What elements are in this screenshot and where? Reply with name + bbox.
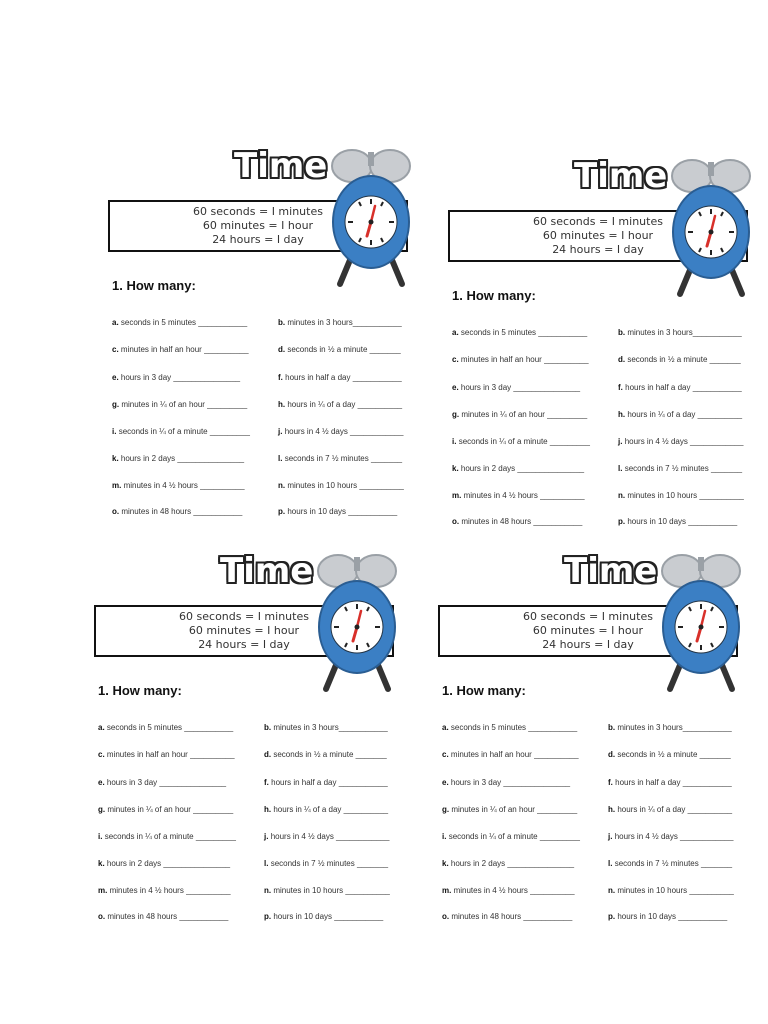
question-item bbox=[112, 507, 242, 516]
question-item bbox=[452, 328, 587, 337]
fact-line: 24 hours = I day bbox=[552, 243, 644, 256]
question-text: minutes in half an hour __________ bbox=[450, 750, 579, 759]
question-letter: e. bbox=[112, 373, 119, 382]
question-text: minutes in 10 hours __________ bbox=[287, 481, 404, 490]
question-letter: h. bbox=[608, 805, 616, 814]
question-item bbox=[608, 723, 732, 732]
question-text: hours in ¼ of a day __________ bbox=[627, 410, 743, 419]
question-item bbox=[264, 723, 388, 732]
question-letter: h. bbox=[264, 805, 272, 814]
question-text: hours in 10 days ___________ bbox=[287, 507, 398, 516]
question-item bbox=[608, 778, 732, 787]
question-item bbox=[442, 886, 575, 895]
question-item bbox=[442, 832, 580, 841]
question-letter: m. bbox=[452, 491, 462, 500]
question-item bbox=[264, 886, 390, 895]
question-text: hours in half a day ___________ bbox=[615, 778, 732, 787]
question-text: hours in 4 ½ days ____________ bbox=[284, 427, 404, 436]
worksheet-title: Time bbox=[234, 146, 328, 186]
question-letter: c. bbox=[112, 345, 119, 354]
question-text: hours in 3 day _______________ bbox=[120, 373, 241, 382]
question-text: hours in half a day ___________ bbox=[271, 778, 388, 787]
question-text: hours in ¼ of a day __________ bbox=[617, 805, 733, 814]
question-letter: i. bbox=[442, 832, 447, 841]
question-letter: i. bbox=[112, 427, 117, 436]
question-text: minutes in 48 hours ___________ bbox=[451, 912, 573, 921]
question-text: minutes in half an hour __________ bbox=[106, 750, 235, 759]
question-letter: o. bbox=[442, 912, 450, 921]
question-text: hours in 4 ½ days ____________ bbox=[614, 832, 734, 841]
question-item bbox=[442, 805, 577, 814]
question-text: seconds in ½ a minute _______ bbox=[627, 355, 741, 364]
question-text: hours in 2 days _______________ bbox=[460, 464, 585, 473]
question-text: seconds in ¼ of a minute _________ bbox=[458, 437, 590, 446]
question-item bbox=[452, 464, 584, 473]
question-letter: d. bbox=[264, 750, 272, 759]
question-item bbox=[452, 410, 587, 419]
question-item bbox=[278, 345, 401, 354]
question-text: hours in half a day ___________ bbox=[625, 383, 742, 392]
question-item bbox=[618, 491, 744, 500]
question-letter: e. bbox=[442, 778, 449, 787]
question-text: hours in 4 ½ days ____________ bbox=[270, 832, 390, 841]
question-item bbox=[618, 410, 742, 419]
question-text: hours in 4 ½ days ____________ bbox=[624, 437, 744, 446]
alarm-clock-icon bbox=[660, 547, 742, 697]
worksheet-title: Time bbox=[220, 551, 314, 591]
question-text: hours in 10 days ___________ bbox=[627, 517, 738, 526]
question-item bbox=[278, 400, 402, 409]
question-text: seconds in 7 ½ minutes _______ bbox=[284, 454, 403, 463]
question-text: hours in 2 days _______________ bbox=[120, 454, 245, 463]
question-letter: b. bbox=[278, 318, 286, 327]
question-letter: f. bbox=[608, 778, 613, 787]
fact-line: 60 minutes = I hour bbox=[542, 229, 654, 242]
question-letter: k. bbox=[452, 464, 459, 473]
question-item bbox=[608, 912, 727, 921]
question-letter: c. bbox=[98, 750, 105, 759]
question-item bbox=[264, 859, 388, 868]
fact-line: 60 minutes = I hour bbox=[532, 624, 644, 637]
question-letter: h. bbox=[618, 410, 626, 419]
question-text: minutes in ¼ of an hour _________ bbox=[107, 805, 234, 814]
question-text: minutes in 48 hours ___________ bbox=[107, 912, 229, 921]
question-text: minutes in 4 ½ hours __________ bbox=[123, 481, 245, 490]
question-letter: h. bbox=[278, 400, 286, 409]
question-text: seconds in 5 minutes ___________ bbox=[106, 723, 234, 732]
question-text: seconds in 7 ½ minutes _______ bbox=[614, 859, 733, 868]
question-text: minutes in 48 hours ___________ bbox=[461, 517, 583, 526]
question-item bbox=[264, 912, 383, 921]
question-text: hours in 3 day _______________ bbox=[106, 778, 227, 787]
question-text: hours in 2 days _______________ bbox=[106, 859, 231, 868]
question-text: minutes in 48 hours ___________ bbox=[121, 507, 243, 516]
how-many-heading: 1. How many: bbox=[452, 288, 536, 303]
question-letter: f. bbox=[278, 373, 283, 382]
question-text: seconds in ½ a minute _______ bbox=[273, 750, 387, 759]
question-item bbox=[442, 778, 570, 787]
question-item bbox=[98, 750, 235, 759]
fact-line: 24 hours = I day bbox=[542, 638, 634, 651]
question-item bbox=[278, 507, 397, 516]
question-letter: p. bbox=[608, 912, 616, 921]
question-item bbox=[98, 886, 231, 895]
question-letter: m. bbox=[98, 886, 108, 895]
question-letter: d. bbox=[608, 750, 616, 759]
question-letter: k. bbox=[98, 859, 105, 868]
question-letter: j. bbox=[264, 832, 269, 841]
question-text: minutes in ¼ of an hour _________ bbox=[461, 410, 588, 419]
question-letter: a. bbox=[452, 328, 459, 337]
fact-line: 60 minutes = I hour bbox=[202, 219, 314, 232]
question-item bbox=[442, 723, 577, 732]
question-letter: n. bbox=[278, 481, 286, 490]
question-letter: b. bbox=[264, 723, 272, 732]
question-item bbox=[618, 437, 743, 446]
question-letter: g. bbox=[452, 410, 460, 419]
question-item bbox=[442, 750, 579, 759]
question-letter: d. bbox=[618, 355, 626, 364]
question-item bbox=[618, 464, 742, 473]
question-item bbox=[98, 912, 228, 921]
question-letter: m. bbox=[112, 481, 122, 490]
question-item bbox=[452, 437, 590, 446]
question-text: minutes in 3 hours___________ bbox=[627, 328, 742, 337]
fact-line: 60 seconds = I minutes bbox=[533, 215, 663, 228]
question-item bbox=[112, 427, 250, 436]
question-text: seconds in ½ a minute _______ bbox=[617, 750, 731, 759]
alarm-clock-icon bbox=[330, 142, 412, 292]
fact-line: 60 seconds = I minutes bbox=[523, 610, 653, 623]
question-item bbox=[608, 750, 731, 759]
question-item bbox=[608, 832, 733, 841]
question-letter: n. bbox=[264, 886, 272, 895]
question-item bbox=[112, 400, 247, 409]
question-item bbox=[278, 481, 404, 490]
question-item bbox=[112, 345, 249, 354]
question-item bbox=[98, 805, 233, 814]
question-letter: i. bbox=[98, 832, 103, 841]
question-letter: j. bbox=[618, 437, 623, 446]
worksheet-top-right bbox=[446, 150, 764, 540]
worksheet-title: Time bbox=[564, 551, 658, 591]
fact-line: 24 hours = I day bbox=[212, 233, 304, 246]
alarm-clock-icon bbox=[670, 152, 752, 302]
question-text: seconds in 7 ½ minutes _______ bbox=[624, 464, 743, 473]
worksheet-top-left bbox=[106, 140, 424, 530]
question-letter: p. bbox=[264, 912, 272, 921]
question-letter: a. bbox=[442, 723, 449, 732]
question-item bbox=[112, 481, 245, 490]
question-letter: m. bbox=[442, 886, 452, 895]
question-letter: l. bbox=[618, 464, 623, 473]
question-item bbox=[608, 859, 732, 868]
question-letter: b. bbox=[618, 328, 626, 337]
question-item bbox=[452, 355, 589, 364]
question-item bbox=[442, 912, 572, 921]
question-text: minutes in ¼ of an hour _________ bbox=[121, 400, 248, 409]
question-text: minutes in 4 ½ hours __________ bbox=[463, 491, 585, 500]
question-item bbox=[618, 517, 737, 526]
question-item bbox=[264, 805, 388, 814]
fact-line: 60 minutes = I hour bbox=[188, 624, 300, 637]
question-letter: n. bbox=[608, 886, 616, 895]
question-text: seconds in ¼ of a minute _________ bbox=[448, 832, 580, 841]
question-text: minutes in 3 hours___________ bbox=[273, 723, 388, 732]
question-letter: l. bbox=[608, 859, 613, 868]
question-item bbox=[278, 427, 403, 436]
question-item bbox=[264, 778, 388, 787]
question-text: minutes in ¼ of an hour _________ bbox=[451, 805, 578, 814]
question-letter: e. bbox=[98, 778, 105, 787]
alarm-clock-icon bbox=[316, 547, 398, 697]
question-letter: o. bbox=[98, 912, 106, 921]
question-letter: j. bbox=[608, 832, 613, 841]
question-text: minutes in 10 hours __________ bbox=[273, 886, 390, 895]
question-item bbox=[618, 355, 741, 364]
how-many-heading: 1. How many: bbox=[98, 683, 182, 698]
question-text: seconds in 5 minutes ___________ bbox=[120, 318, 248, 327]
question-item bbox=[278, 373, 402, 382]
worksheet-bottom-left bbox=[92, 545, 410, 935]
question-text: seconds in ½ a minute _______ bbox=[287, 345, 401, 354]
question-item bbox=[98, 859, 230, 868]
question-letter: b. bbox=[608, 723, 616, 732]
question-letter: g. bbox=[112, 400, 120, 409]
question-text: hours in 10 days ___________ bbox=[617, 912, 728, 921]
question-text: minutes in 10 hours __________ bbox=[627, 491, 744, 500]
question-item bbox=[608, 886, 734, 895]
question-letter: f. bbox=[264, 778, 269, 787]
question-letter: k. bbox=[442, 859, 449, 868]
question-letter: l. bbox=[264, 859, 269, 868]
question-letter: c. bbox=[442, 750, 449, 759]
worksheet-title: Time bbox=[574, 156, 668, 196]
question-item bbox=[442, 859, 574, 868]
question-text: seconds in 5 minutes ___________ bbox=[460, 328, 588, 337]
question-text: hours in 3 day _______________ bbox=[450, 778, 571, 787]
question-text: hours in 3 day _______________ bbox=[460, 383, 581, 392]
question-letter: e. bbox=[452, 383, 459, 392]
question-letter: c. bbox=[452, 355, 459, 364]
question-letter: a. bbox=[98, 723, 105, 732]
question-letter: p. bbox=[618, 517, 626, 526]
question-text: hours in ¼ of a day __________ bbox=[273, 805, 389, 814]
question-item bbox=[98, 778, 226, 787]
question-item bbox=[618, 383, 742, 392]
question-letter: k. bbox=[112, 454, 119, 463]
question-text: hours in 2 days _______________ bbox=[450, 859, 575, 868]
question-item bbox=[452, 491, 585, 500]
question-item bbox=[452, 517, 582, 526]
question-text: hours in half a day ___________ bbox=[285, 373, 402, 382]
question-text: minutes in half an hour __________ bbox=[460, 355, 589, 364]
question-letter: l. bbox=[278, 454, 283, 463]
question-item bbox=[278, 454, 402, 463]
question-text: minutes in 10 hours __________ bbox=[617, 886, 734, 895]
how-many-heading: 1. How many: bbox=[442, 683, 526, 698]
question-text: seconds in 7 ½ minutes _______ bbox=[270, 859, 389, 868]
question-item bbox=[264, 832, 389, 841]
question-letter: f. bbox=[618, 383, 623, 392]
question-text: minutes in 4 ½ hours __________ bbox=[109, 886, 231, 895]
question-item bbox=[112, 373, 240, 382]
question-text: minutes in 4 ½ hours __________ bbox=[453, 886, 575, 895]
question-letter: a. bbox=[112, 318, 119, 327]
question-item bbox=[112, 318, 247, 327]
fact-line: 24 hours = I day bbox=[198, 638, 290, 651]
question-item bbox=[264, 750, 387, 759]
question-letter: n. bbox=[618, 491, 626, 500]
question-text: hours in ¼ of a day __________ bbox=[287, 400, 403, 409]
how-many-heading: 1. How many: bbox=[112, 278, 196, 293]
question-item bbox=[278, 318, 402, 327]
question-text: hours in 10 days ___________ bbox=[273, 912, 384, 921]
question-text: minutes in half an hour __________ bbox=[120, 345, 249, 354]
question-letter: o. bbox=[452, 517, 460, 526]
question-text: seconds in ¼ of a minute _________ bbox=[118, 427, 250, 436]
question-item bbox=[618, 328, 742, 337]
question-letter: d. bbox=[278, 345, 286, 354]
question-letter: g. bbox=[98, 805, 106, 814]
question-letter: g. bbox=[442, 805, 450, 814]
worksheet-bottom-right bbox=[436, 545, 754, 935]
question-text: minutes in 3 hours___________ bbox=[617, 723, 732, 732]
question-item bbox=[452, 383, 580, 392]
question-item bbox=[608, 805, 732, 814]
question-text: seconds in ¼ of a minute _________ bbox=[104, 832, 236, 841]
question-letter: i. bbox=[452, 437, 457, 446]
fact-line: 60 seconds = I minutes bbox=[193, 205, 323, 218]
question-text: seconds in 5 minutes ___________ bbox=[450, 723, 578, 732]
fact-line: 60 seconds = I minutes bbox=[179, 610, 309, 623]
question-letter: p. bbox=[278, 507, 286, 516]
question-item bbox=[98, 723, 233, 732]
question-text: minutes in 3 hours___________ bbox=[287, 318, 402, 327]
question-item bbox=[112, 454, 244, 463]
question-item bbox=[98, 832, 236, 841]
question-letter: j. bbox=[278, 427, 283, 436]
question-letter: o. bbox=[112, 507, 120, 516]
